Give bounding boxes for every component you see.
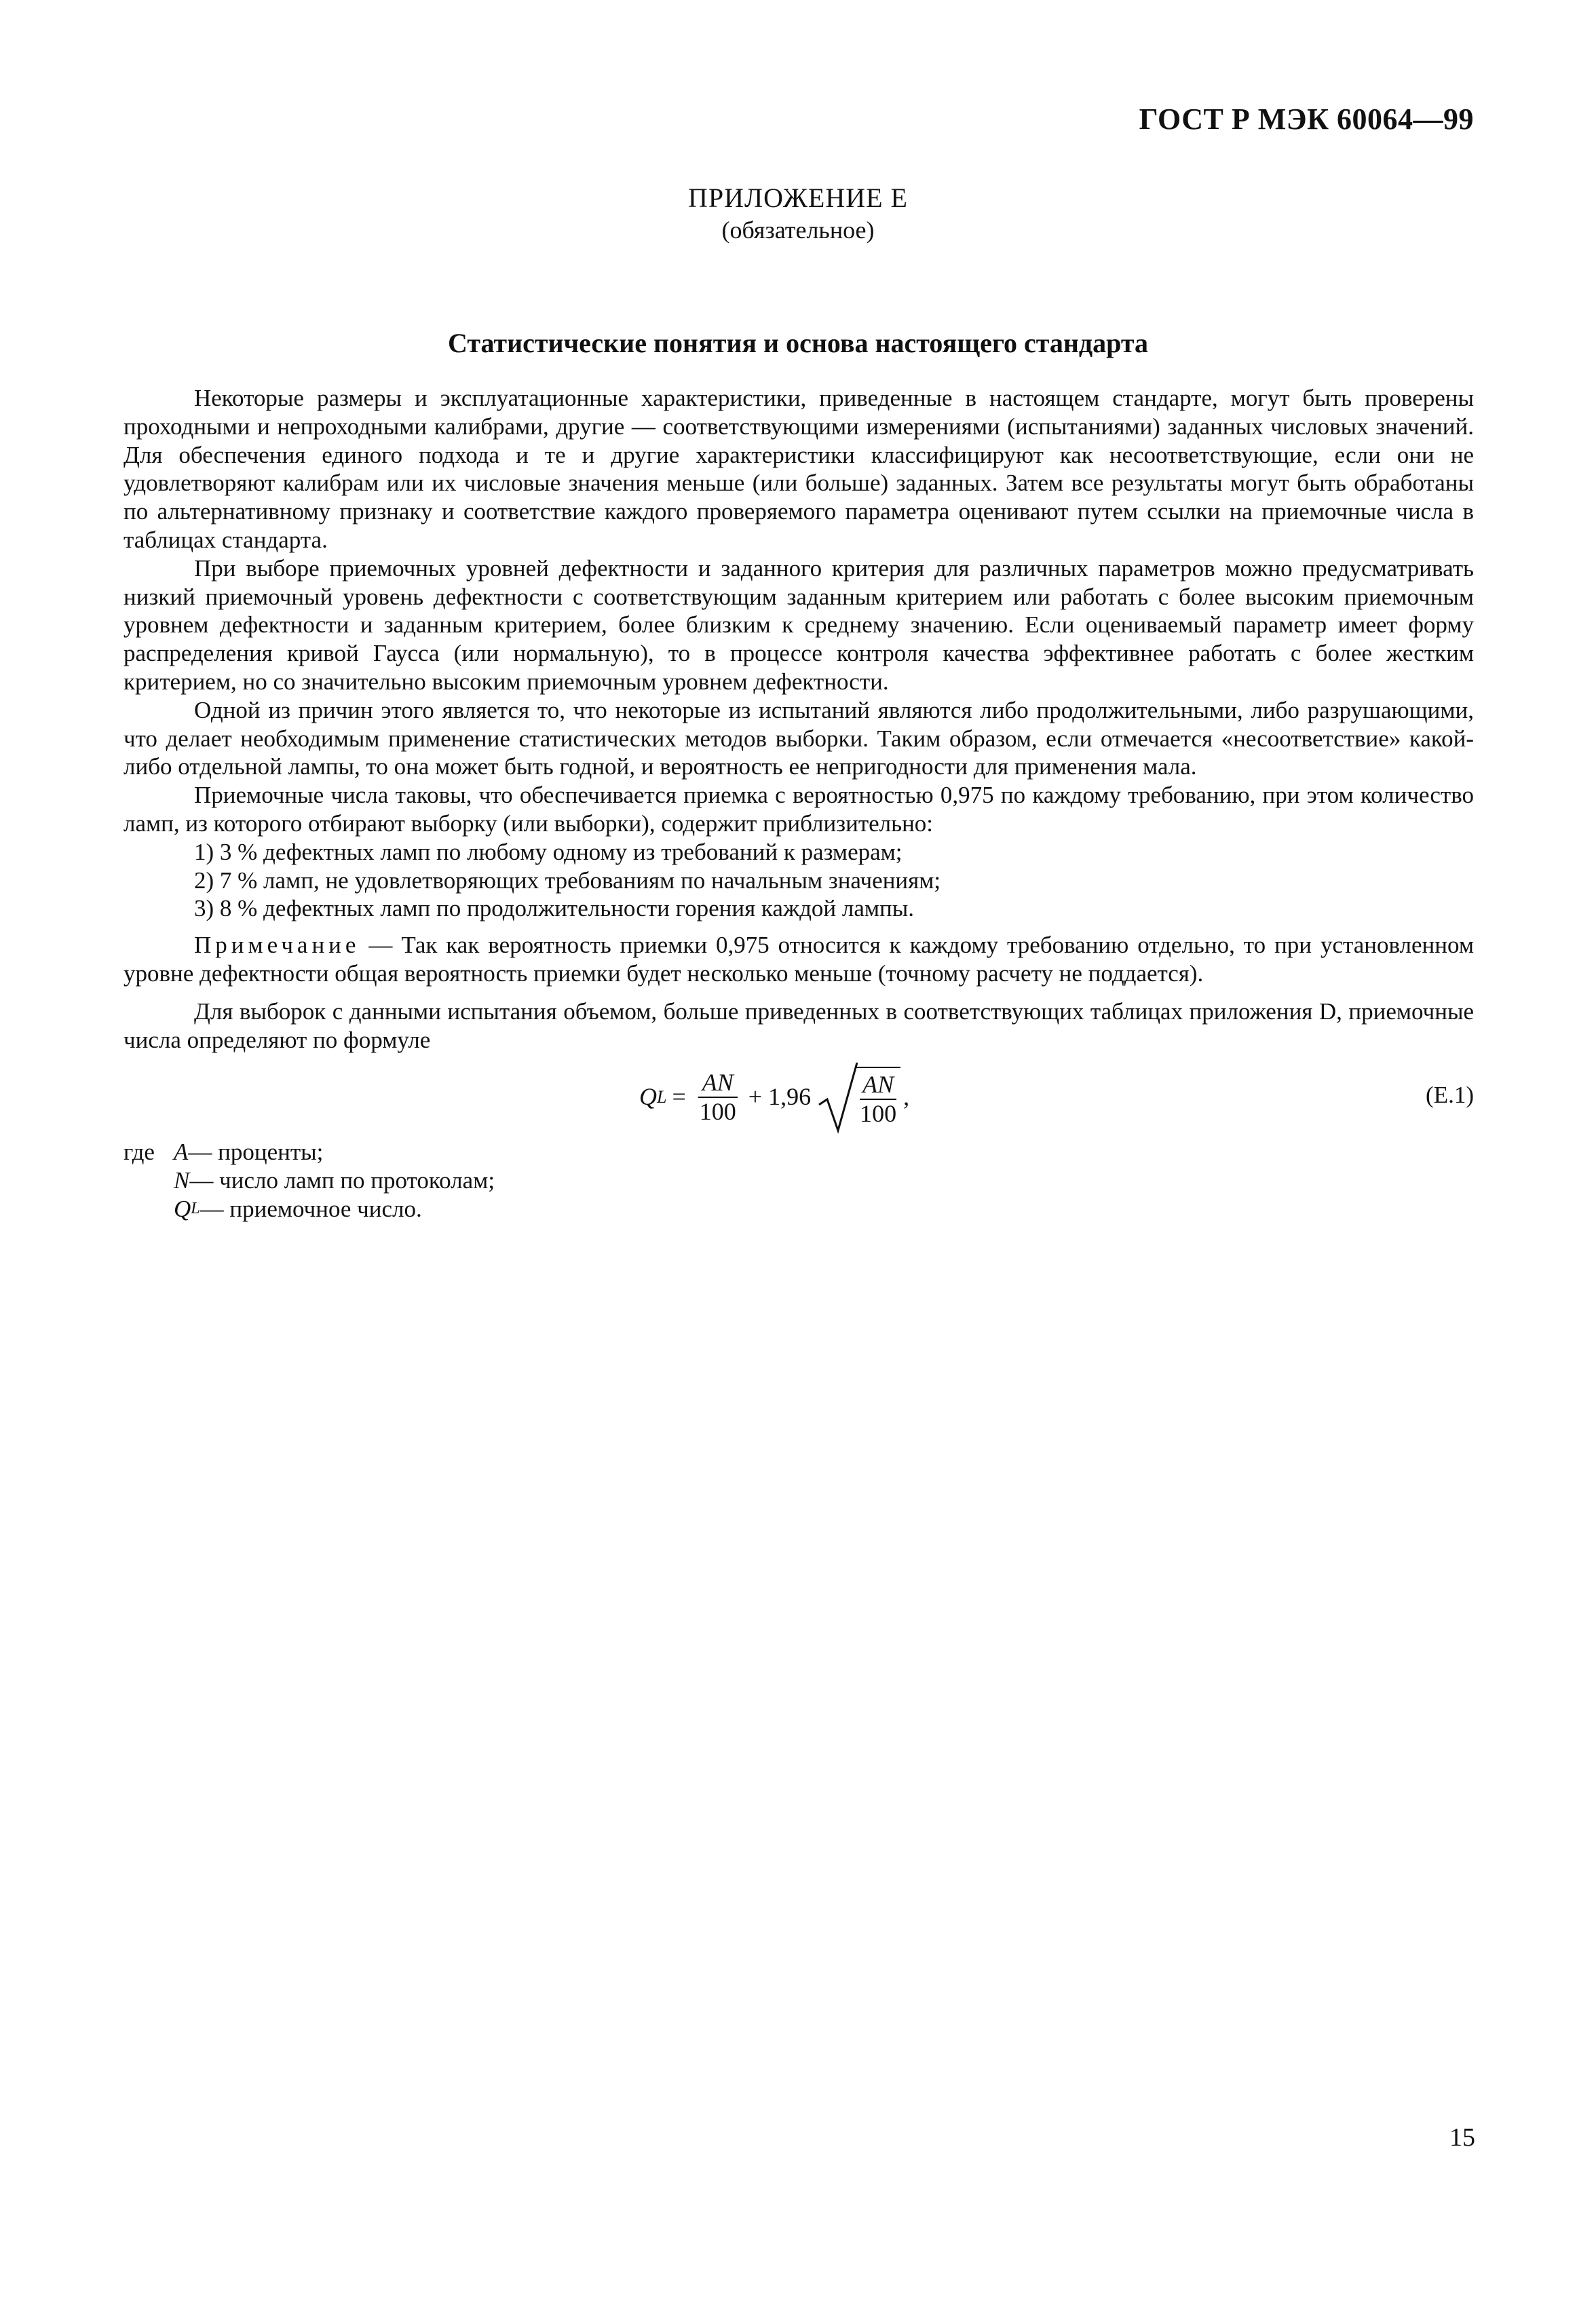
- where-list: [124, 1138, 1474, 1223]
- fraction-denominator: 100: [699, 1098, 736, 1126]
- list-item: 2) 7 % ламп, не удовлетворяющих требованиям по начальным значениям;: [194, 867, 941, 894]
- standard-code: ГОСТ Р МЭК 60064—99: [1139, 102, 1474, 136]
- where-intro: где: [124, 1139, 155, 1166]
- section-title: Статистические понятия и основа настоящего стандарта: [447, 328, 1149, 358]
- paragraph: Некоторые размеры и эксплуатационные характеристики, приведенные в настоящем стандарте, могут быть проверены проходными и непроходными калибрами, другие — соответствующими измерениями (испытаниями) заданных числовых значений. Для обеспечения единого подхода и те и другие характеристики классифицируют как несоответствующие, если они не удовлетворяют калибрам или их числовые значения меньше (или больше) заданных. Затем все результаты могут быть обработаны по альтернативному признаку и соответствие каждого проверяемого параметра оценивают путем ссылки на приемочные числа в таблицах стандарта.: [124, 385, 1474, 553]
- paragraph: При выборе приемочных уровней дефектности и заданного критерия для различных параметров можно предусматривать низкий приемочный уровень дефектности с соответствующим заданным критерием или работать с более высоким приемочным уровнем дефектности и заданным критерием, более близким к среднему значению. Если оцениваемый параметр имеет форму распределения кривой Гаусса (или нормальную), то в процессе контроля качества эффективнее работать с более жестким критерием, но со значительно высоким приемочным уровнем дефектности.: [124, 554, 1474, 695]
- sqrt-numerator: AN: [860, 1071, 896, 1101]
- equation-number: (Е.1): [1426, 1082, 1474, 1109]
- body-text: [124, 384, 1474, 1223]
- sqrt-radicand: [856, 1067, 900, 1129]
- where-row: Q L — приемочное число.: [174, 1195, 422, 1222]
- where-desc: — число ламп по протоколам;: [189, 1167, 495, 1194]
- formula-lhs: Q: [639, 1083, 657, 1111]
- where-symbol: Q: [174, 1195, 191, 1222]
- note: [124, 931, 1474, 988]
- note-text: — Так как вероятность приемки 0,975 относится к каждому требованию отдельно, то при установленном уровне дефектности общая вероятность приемки будет несколько меньше (точному расчету не поддается).: [124, 932, 1474, 987]
- where-symbol: N: [174, 1167, 190, 1194]
- paragraph: Приемочные числа таковы, что обеспечивается приемка с вероятностью 0,975 по каждому требованию, при этом количество ламп, из которого отбирают выборку (или выборки), содержит приблизительно:: [124, 782, 1474, 837]
- list-item: 1) 3 % дефектных ламп по любому одному из требований к размерам;: [194, 838, 902, 865]
- appendix-title: ПРИЛОЖЕНИЕ Е: [688, 183, 908, 213]
- fraction-numerator: AN: [698, 1069, 738, 1099]
- requirements-list: [124, 838, 1474, 923]
- formula: [639, 1057, 909, 1138]
- formula-plus-term: + 1,96: [748, 1083, 812, 1111]
- where-desc: — проценты;: [188, 1139, 324, 1166]
- formula-trail: ,: [903, 1083, 910, 1111]
- formula-lhs-sub: L: [657, 1087, 667, 1107]
- sqrt-denominator: 100: [860, 1100, 897, 1128]
- where-row: [124, 1138, 1474, 1166]
- paragraph: Одной из причин этого является то, что некоторые из испытаний являются либо продолжительными, либо разрушающими, что делает необходимым применение статистических методов выборки. Таким образом, если отмечается «несоответствие» какой-либо отдельной лампы, то она может быть годной, и вероятность ее непригодности для применения мала.: [124, 696, 1474, 780]
- formula-row: [124, 1057, 1474, 1138]
- formula-equals: =: [672, 1083, 686, 1111]
- sqrt-icon: [818, 1060, 858, 1135]
- page-number: 15: [1449, 2123, 1475, 2152]
- formula-intro: Для выборок с данными испытания объемом, больше приведенных в соответствующих таблицах приложения D, приемочные числа определяют по формуле: [124, 998, 1474, 1053]
- formula-sqrt: [818, 1060, 900, 1135]
- list-item: 3) 8 % дефектных ламп по продолжительности горения каждой лампы.: [194, 895, 915, 922]
- formula-fraction: [696, 1069, 740, 1127]
- where-desc: — приемочное число.: [200, 1195, 422, 1222]
- note-label: Примечание: [194, 932, 360, 959]
- where-row: [124, 1166, 1474, 1195]
- where-symbol: A: [174, 1139, 189, 1166]
- appendix-subtitle: (обязательное): [721, 216, 875, 244]
